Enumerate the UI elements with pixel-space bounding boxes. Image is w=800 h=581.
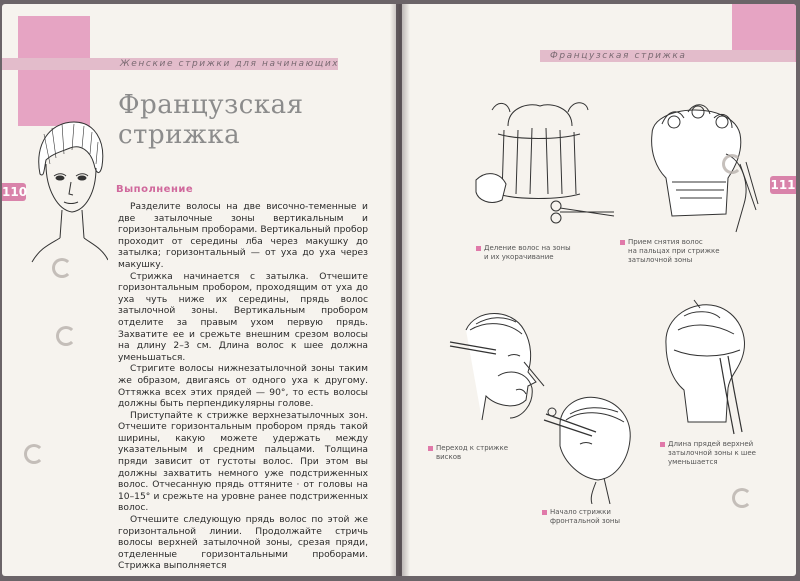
caption-bullet xyxy=(542,510,547,515)
caption-front-zone: Начало стрижки фронтальной зоны xyxy=(542,508,620,526)
paragraph: Отчешите следующую прядь волос по этой же горизонтальной линии. Продолжайте стричь волосы верхней затылочной зоны, срезая пряди, отделенные горизонтальными проборами. Стрижка выполняется xyxy=(118,515,368,572)
decorative-swirl xyxy=(722,154,742,174)
page-number-left: 110 xyxy=(2,185,28,199)
page-title xyxy=(118,90,303,150)
paragraph: Стрижка начинается с затылка. Отчешите горизонтальным пробором, проходящим от уха до уха чуть ниже их середины, прядь волос затылочной зоны. Вертикальным пробором отделите за правым ухом первую прядь. Захватите ее и срежьте внешним срезом волосы на длину 2–3 см. Длина волос к шее должна уменьшаться. xyxy=(118,271,368,363)
decorative-swirl xyxy=(52,258,72,278)
caption-sectioning: Деление волос на зоны и их укорачивание xyxy=(476,244,571,262)
caption-bullet xyxy=(428,446,433,451)
upper-nape-illustration xyxy=(654,296,764,436)
caption-bullet xyxy=(660,442,665,447)
body-text xyxy=(118,202,368,573)
decorative-swirl xyxy=(56,326,76,346)
pink-accent-block xyxy=(18,16,90,126)
title-line-2: стрижка xyxy=(118,120,241,150)
paragraph: Приступайте к стрижке верхнезатылочных зон. Отчешите горизонтальным пробором прядь такой ширины, какую можете удержать между указательным и средним пальцами. Толщина пряди зависит от густоты волос. При этом вы должны захватить немного уже подстриженных волос. Отчесанную прядь оттяните · от головы на 10–15° и срежьте на уровне ранее подстриженных волос. xyxy=(118,410,368,514)
portrait-illustration xyxy=(30,114,108,264)
hair-sectioning-illustration xyxy=(468,96,618,234)
running-header-left: Женские стрижки для начинающих xyxy=(120,59,340,69)
caption-bullet xyxy=(476,246,481,251)
right-page xyxy=(402,4,796,576)
caption-upper-nape: Длина прядей верхней затылочной зоны к шее уменьшается xyxy=(660,440,756,467)
left-page xyxy=(2,4,396,576)
decorative-swirl xyxy=(732,488,752,508)
caption-nape-technique: Прием снятия волос на пальцах при стрижке затылочной зоны xyxy=(620,238,720,265)
front-cutting-illustration xyxy=(540,384,648,504)
title-line-1: Французская xyxy=(118,90,304,120)
running-header-right: Французская стрижка xyxy=(550,51,687,61)
page-number-right: 111 xyxy=(770,178,796,192)
nape-cutting-illustration xyxy=(632,94,762,234)
decorative-swirl xyxy=(24,444,44,464)
book-gutter xyxy=(390,4,410,576)
section-heading: Выполнение xyxy=(116,184,194,195)
caption-temples: Переход к стрижке висков xyxy=(428,444,508,462)
paragraph: Разделите волосы на две височно-теменные и две затылочные зоны вертикальным и горизонтальным проборами. Вертикальный пробор проходит от середины лба через макушку до затылка; горизонтальный — от уха до уха через макушку. xyxy=(118,202,368,270)
caption-bullet xyxy=(620,240,625,245)
paragraph: Стригите волосы нижнезатылочной зоны таким же образом, двигаясь от одного уха к другому. Оттяжка всех этих прядей — 90°, то есть волосы должны быть перпендикулярны голове. xyxy=(118,364,368,410)
